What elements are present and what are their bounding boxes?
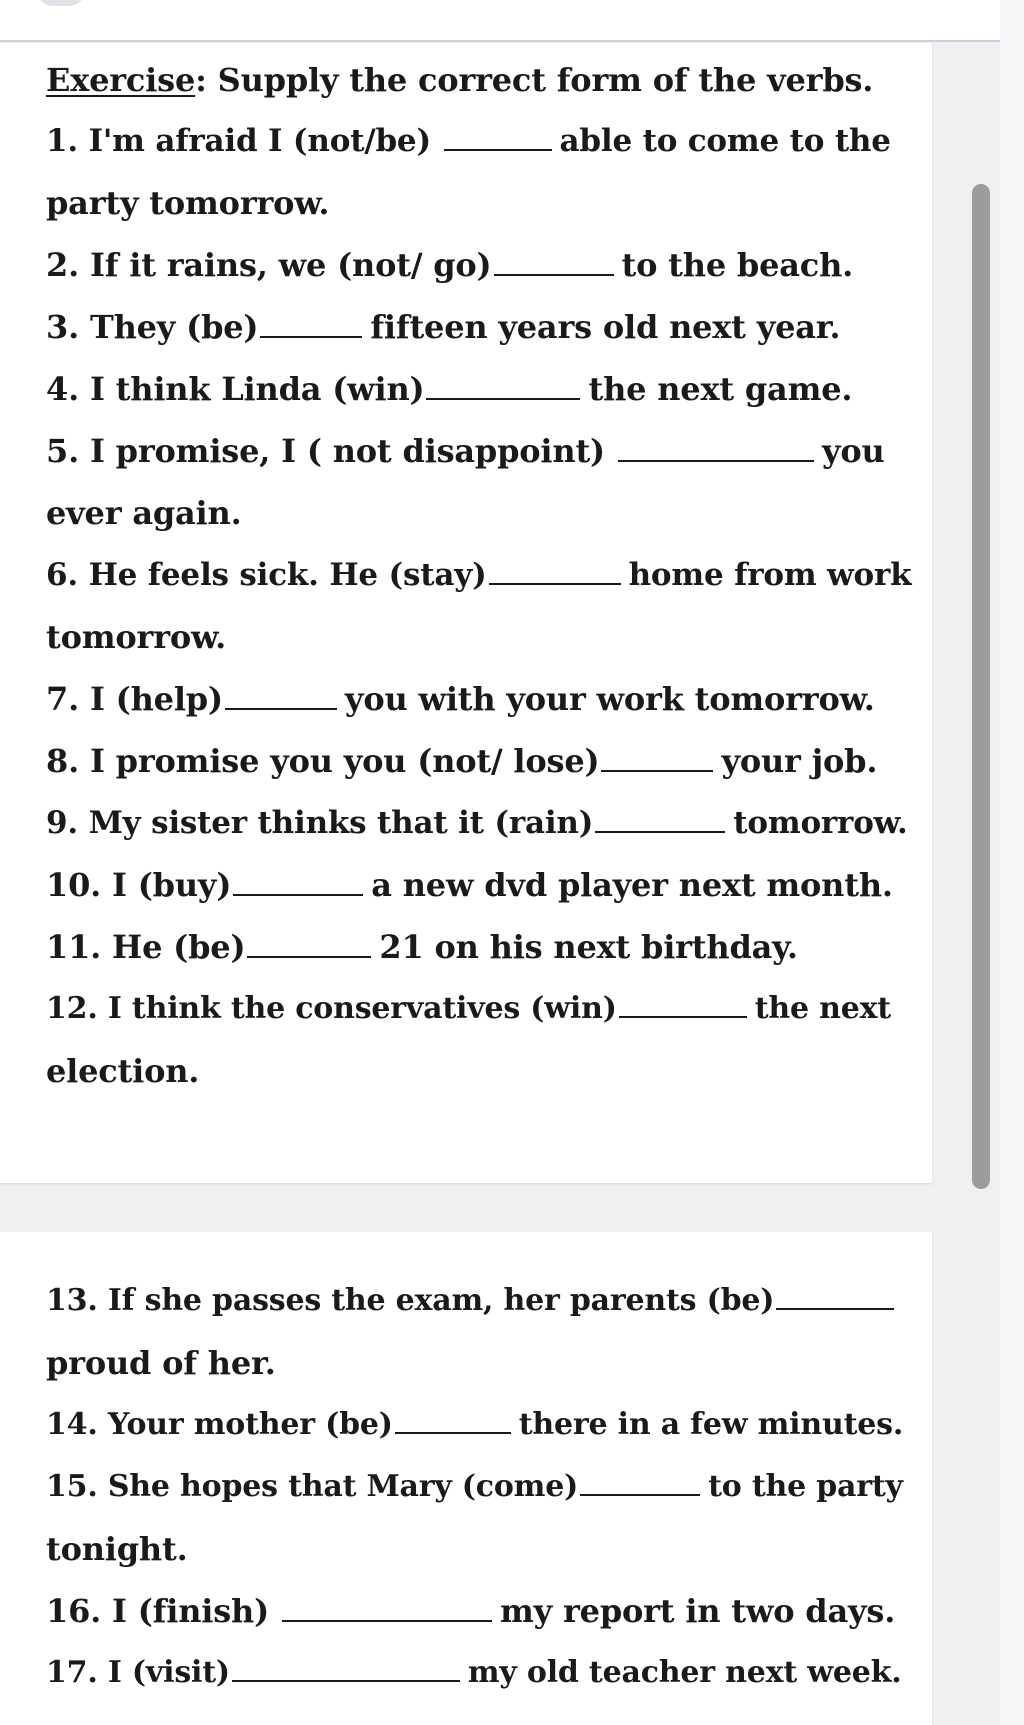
answer-blank[interactable] — [601, 744, 713, 772]
item-prompt: I think the conservatives (win) — [107, 991, 617, 1026]
item-prompt: He feels sick. He (stay) — [88, 557, 487, 593]
exercise-item-16 — [46, 1591, 912, 1631]
top-corner-shape — [38, 0, 84, 6]
answer-blank[interactable] — [489, 557, 621, 585]
exercise-item-13 — [46, 1281, 912, 1321]
worksheet-card-2 — [0, 1232, 932, 1725]
item-continuation: party tomorrow. — [46, 184, 330, 222]
item-tail: tomorrow. — [733, 805, 908, 841]
item-prompt: I'm afraid I (not/be) — [88, 123, 431, 159]
item-number: 9. — [46, 805, 78, 841]
worksheet-card-1 — [0, 43, 932, 1183]
item-prompt: I think Linda (win) — [89, 370, 425, 408]
answer-blank[interactable] — [260, 310, 362, 338]
exercise-item-4 — [46, 369, 912, 409]
exercise-item-3 — [46, 307, 912, 347]
item-number: 3. — [46, 308, 80, 346]
item-continuation: tonight. — [46, 1530, 188, 1568]
item-number: 16. — [46, 1592, 102, 1630]
exercise-item-12 — [46, 989, 912, 1029]
item-number: 7. — [46, 680, 80, 718]
item-number: 17. — [46, 1655, 98, 1690]
item-tail: there in a few minutes. — [518, 1407, 904, 1442]
item-number: 5. — [46, 432, 80, 470]
exercise-item-10 — [46, 865, 912, 905]
exercise-item-9 — [46, 803, 912, 843]
item-tail: home from work — [628, 557, 912, 593]
item-tail: you with your work tomorrow. — [344, 680, 875, 718]
exercise-item-5-continued — [46, 493, 912, 533]
exercise-item-5 — [46, 431, 912, 471]
item-number: 12. — [46, 991, 98, 1026]
item-tail: a new dvd player next month. — [371, 866, 893, 904]
item-tail: 21 on his next birthday. — [379, 928, 798, 966]
answer-blank[interactable] — [580, 1468, 700, 1496]
answer-blank[interactable] — [618, 434, 814, 462]
item-continuation: proud of her. — [46, 1344, 276, 1382]
item-prompt: I (finish) — [112, 1592, 270, 1630]
exercise-item-2 — [46, 245, 912, 285]
item-prompt: Your mother (be) — [107, 1407, 393, 1442]
answer-blank[interactable] — [776, 1282, 894, 1310]
item-number: 6. — [46, 557, 78, 593]
exercise-item-15-continued — [46, 1529, 912, 1569]
item-prompt: I (buy) — [112, 866, 232, 904]
answer-blank[interactable] — [619, 990, 747, 1018]
item-tail: fifteen years old next year. — [370, 308, 841, 346]
item-number: 11. — [46, 928, 102, 966]
item-number: 14. — [46, 1407, 98, 1442]
item-tail: my old teacher next week. — [467, 1655, 902, 1690]
vertical-scrollbar[interactable] — [972, 184, 990, 1189]
answer-blank[interactable] — [595, 805, 725, 833]
item-prompt: I (visit) — [107, 1655, 230, 1690]
item-tail: you — [821, 432, 885, 470]
item-continuation: ever again. — [46, 494, 242, 532]
item-prompt: If she passes the exam, her parents (be) — [107, 1283, 775, 1318]
exercise-title — [46, 60, 912, 100]
right-edge — [1000, 0, 1024, 1725]
item-number: 10. — [46, 866, 102, 904]
answer-blank[interactable] — [426, 372, 580, 400]
exercise-item-7 — [46, 679, 912, 719]
exercise-item-6-continued — [46, 617, 912, 657]
item-number: 2. — [46, 246, 80, 284]
exercise-item-11 — [46, 927, 912, 967]
item-number: 4. — [46, 370, 80, 408]
item-number: 15. — [46, 1469, 98, 1504]
answer-blank[interactable] — [247, 930, 371, 958]
exercise-item-15 — [46, 1467, 912, 1507]
item-number: 13. — [46, 1283, 98, 1318]
exercise-item-12-continued — [46, 1051, 912, 1091]
exercise-item-1 — [46, 121, 912, 161]
exercise-item-6 — [46, 555, 912, 595]
item-prompt: She hopes that Mary (come) — [107, 1469, 579, 1504]
item-prompt: He (be) — [112, 928, 246, 966]
exercise-item-14 — [46, 1405, 912, 1445]
item-prompt: If it rains, we (not/ go) — [89, 246, 492, 284]
exercise-item-13-continued — [46, 1343, 912, 1383]
top-strip — [0, 0, 1000, 42]
answer-blank[interactable] — [395, 1406, 511, 1434]
item-prompt: I promise, I ( not disappoint) — [89, 432, 605, 470]
item-tail: to the beach. — [621, 246, 854, 284]
item-prompt: I promise you you (not/ lose) — [89, 742, 600, 780]
exercise-title-label: Exercise — [46, 61, 196, 99]
item-number: 1. — [46, 123, 78, 159]
exercise-item-17 — [46, 1653, 912, 1693]
item-prompt: I (help) — [89, 680, 223, 718]
item-tail: able to come to the — [559, 123, 891, 159]
answer-blank[interactable] — [444, 123, 552, 151]
answer-blank[interactable] — [225, 682, 337, 710]
exercise-item-8 — [46, 741, 912, 781]
item-continuation: tomorrow. — [46, 618, 227, 656]
exercise-item-1-continued — [46, 183, 912, 223]
item-continuation: election. — [46, 1052, 200, 1090]
item-tail: to the party — [708, 1469, 903, 1504]
exercise-title-rest: : Supply the correct form of the verbs. — [195, 61, 874, 99]
item-tail: my report in two days. — [500, 1592, 896, 1630]
item-tail: the next — [754, 991, 891, 1026]
answer-blank[interactable] — [233, 868, 363, 896]
item-tail: your job. — [721, 742, 878, 780]
item-prompt: They (be) — [89, 308, 259, 346]
item-number: 8. — [46, 742, 80, 780]
item-prompt: My sister thinks that it (rain) — [88, 805, 594, 841]
answer-blank[interactable] — [282, 1594, 492, 1622]
answer-blank[interactable] — [232, 1654, 460, 1682]
item-tail: the next game. — [588, 370, 853, 408]
answer-blank[interactable] — [494, 248, 614, 276]
